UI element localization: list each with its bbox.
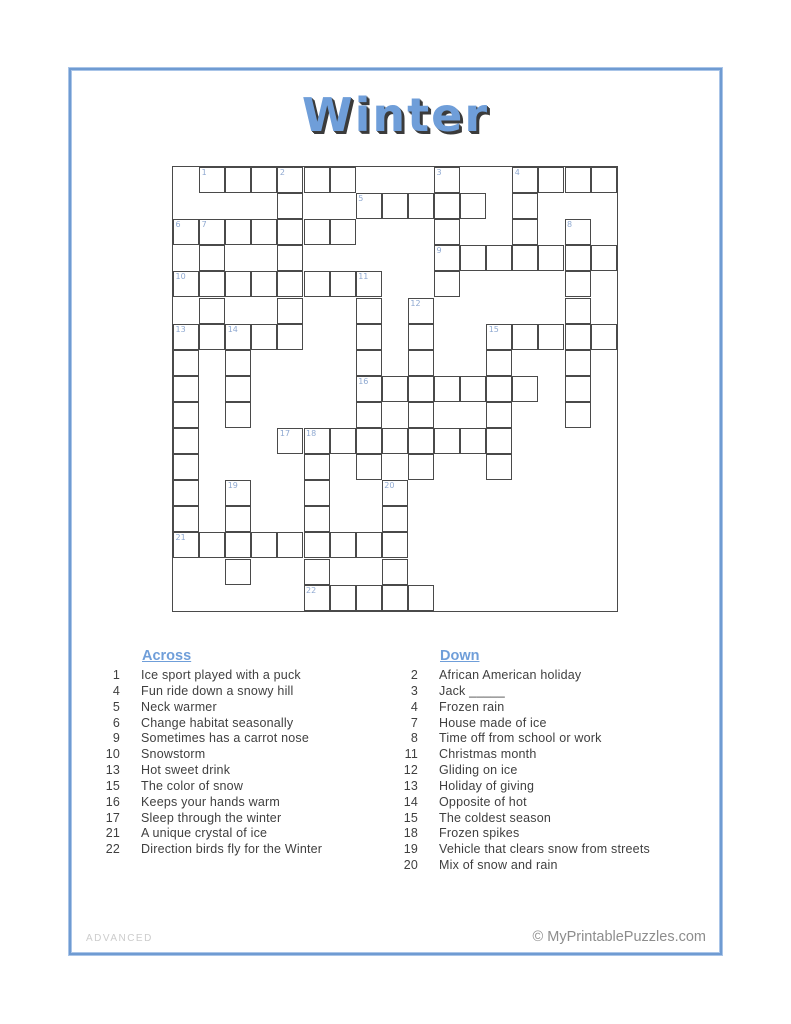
clue-text: Frozen spikes bbox=[439, 826, 520, 841]
clue-number: 11 bbox=[404, 747, 418, 762]
down-clues-section bbox=[390, 648, 706, 874]
clue-text: Frozen rain bbox=[439, 699, 505, 714]
clue-text: Change habitat seasonally bbox=[141, 715, 294, 730]
grid-cell[interactable] bbox=[251, 324, 277, 350]
grid-cell[interactable] bbox=[251, 219, 277, 245]
clue-item bbox=[390, 668, 706, 684]
grid-cell[interactable] bbox=[356, 454, 382, 480]
clue-text: Christmas month bbox=[439, 747, 537, 762]
grid-cell[interactable] bbox=[382, 376, 408, 402]
grid-cell[interactable] bbox=[512, 219, 538, 245]
grid-cell[interactable] bbox=[382, 480, 408, 506]
clue-item bbox=[390, 842, 706, 858]
grid-cell[interactable] bbox=[591, 324, 617, 350]
clue-text: Opposite of hot bbox=[439, 794, 527, 809]
grid-cell[interactable] bbox=[565, 167, 591, 193]
grid-cell[interactable] bbox=[277, 193, 303, 219]
grid-cell[interactable] bbox=[277, 324, 303, 350]
crossword-grid bbox=[172, 166, 618, 612]
grid-cell[interactable] bbox=[382, 193, 408, 219]
clue-item bbox=[92, 763, 388, 779]
grid-cell[interactable] bbox=[486, 350, 512, 376]
clue-item bbox=[92, 747, 388, 763]
grid-cell[interactable] bbox=[408, 428, 434, 454]
grid-cell[interactable] bbox=[408, 324, 434, 350]
down-clue-list bbox=[390, 668, 706, 874]
cell-number: 18 bbox=[306, 429, 317, 438]
clue-text: Sleep through the winter bbox=[141, 810, 282, 825]
grid-cell[interactable] bbox=[565, 219, 591, 245]
grid-cell[interactable] bbox=[173, 271, 199, 297]
grid-cell[interactable] bbox=[565, 376, 591, 402]
clue-item bbox=[92, 842, 388, 858]
grid-cell[interactable] bbox=[304, 559, 330, 585]
clue-number: 2 bbox=[410, 668, 418, 682]
clue-number: 22 bbox=[105, 842, 120, 857]
grid-cell[interactable] bbox=[460, 245, 486, 271]
clue-number: 15 bbox=[403, 810, 418, 825]
clue-text: Direction birds fly for the Winter bbox=[141, 842, 323, 857]
clue-text: Time off from school or work bbox=[439, 731, 602, 746]
grid-cell[interactable] bbox=[225, 376, 251, 402]
grid-cell[interactable] bbox=[173, 428, 199, 454]
grid-cell[interactable] bbox=[486, 376, 512, 402]
grid-cell[interactable] bbox=[356, 585, 382, 611]
clue-number: 16 bbox=[105, 794, 120, 809]
grid-cell[interactable] bbox=[460, 376, 486, 402]
grid-cell[interactable] bbox=[565, 324, 591, 350]
grid-cell[interactable] bbox=[225, 559, 251, 585]
clue-number: 17 bbox=[105, 810, 120, 825]
clue-number: 7 bbox=[410, 715, 418, 730]
grid-cell[interactable] bbox=[199, 245, 225, 271]
clue-text: Fun ride down a snowy hill bbox=[141, 683, 294, 698]
clue-number: 14 bbox=[403, 794, 418, 809]
clue-item bbox=[390, 763, 706, 779]
clue-item bbox=[92, 700, 388, 716]
grid-cell[interactable] bbox=[304, 271, 330, 297]
clue-text: African American holiday bbox=[439, 668, 582, 682]
grid-cell[interactable] bbox=[512, 376, 538, 402]
grid-cell[interactable] bbox=[330, 428, 356, 454]
grid-cell[interactable] bbox=[277, 428, 303, 454]
grid-cell[interactable] bbox=[538, 245, 564, 271]
grid-cell[interactable] bbox=[199, 298, 225, 324]
clue-item bbox=[92, 826, 388, 842]
grid-cell[interactable] bbox=[225, 402, 251, 428]
grid-cell[interactable] bbox=[565, 350, 591, 376]
grid-cell[interactable] bbox=[225, 167, 251, 193]
grid-cell[interactable] bbox=[591, 167, 617, 193]
clue-text: Vehicle that clears snow from streets bbox=[439, 842, 650, 857]
grid-cell[interactable] bbox=[277, 532, 303, 558]
grid-cell[interactable] bbox=[382, 585, 408, 611]
clue-number: 18 bbox=[403, 826, 418, 841]
clue-number: 3 bbox=[410, 683, 418, 698]
grid-cell[interactable] bbox=[512, 167, 538, 193]
cell-number: 8 bbox=[567, 220, 573, 230]
grid-cell[interactable] bbox=[225, 480, 251, 506]
grid-cell[interactable] bbox=[173, 480, 199, 506]
grid-cell[interactable] bbox=[330, 532, 356, 558]
grid-cell[interactable] bbox=[356, 350, 382, 376]
grid-cell[interactable] bbox=[565, 245, 591, 271]
clue-number: 4 bbox=[112, 683, 120, 698]
clue-number: 13 bbox=[403, 778, 418, 793]
clue-number: 8 bbox=[410, 731, 418, 746]
grid-cell[interactable] bbox=[382, 559, 408, 585]
copyright-text: © MyPrintablePuzzles.com bbox=[532, 929, 706, 945]
grid-cell[interactable] bbox=[304, 480, 330, 506]
grid-cell[interactable] bbox=[330, 167, 356, 193]
grid-cell[interactable] bbox=[356, 532, 382, 558]
clue-text: Neck warmer bbox=[141, 699, 217, 714]
clue-number: 20 bbox=[403, 858, 418, 873]
grid-cell[interactable] bbox=[512, 245, 538, 271]
clue-text: The coldest season bbox=[439, 810, 551, 825]
grid-cell[interactable] bbox=[277, 271, 303, 297]
clue-text: House made of ice bbox=[439, 715, 547, 730]
grid-cell[interactable] bbox=[330, 219, 356, 245]
clue-item bbox=[390, 858, 706, 874]
grid-cell[interactable] bbox=[434, 245, 460, 271]
grid-cell[interactable] bbox=[356, 271, 382, 297]
cell-number: 10 bbox=[175, 272, 186, 282]
cell-number: 17 bbox=[279, 429, 291, 438]
cell-number: 11 bbox=[358, 272, 369, 282]
cell-number: 20 bbox=[384, 481, 395, 491]
grid-cell[interactable] bbox=[225, 350, 251, 376]
grid-cell[interactable] bbox=[173, 532, 199, 558]
clue-item bbox=[92, 731, 388, 747]
grid-cell[interactable] bbox=[538, 167, 564, 193]
grid-cell[interactable] bbox=[330, 585, 356, 611]
clue-item bbox=[92, 779, 388, 795]
grid-cell[interactable] bbox=[408, 402, 434, 428]
clue-text: Sometimes has a carrot nose bbox=[141, 731, 309, 746]
cell-number: 16 bbox=[358, 376, 369, 386]
across-clues-section bbox=[92, 648, 388, 858]
grid-cell[interactable] bbox=[408, 585, 434, 611]
grid-cell[interactable] bbox=[434, 167, 460, 193]
clue-number: 4 bbox=[410, 699, 418, 714]
grid-cell[interactable] bbox=[356, 193, 382, 219]
grid-cell[interactable] bbox=[251, 532, 277, 558]
grid-cell[interactable] bbox=[512, 324, 538, 350]
grid-cell[interactable] bbox=[225, 219, 251, 245]
grid-cell[interactable] bbox=[382, 532, 408, 558]
grid-cell[interactable] bbox=[199, 324, 225, 350]
clue-item bbox=[92, 716, 388, 732]
clue-number: 21 bbox=[105, 826, 120, 841]
clue-item bbox=[390, 747, 706, 763]
grid-cell[interactable] bbox=[512, 193, 538, 219]
grid-cell[interactable] bbox=[408, 376, 434, 402]
cell-number: 7 bbox=[201, 220, 207, 230]
clue-item bbox=[390, 716, 706, 732]
grid-cell[interactable] bbox=[486, 454, 512, 480]
clue-item bbox=[390, 731, 706, 747]
grid-cell[interactable] bbox=[225, 271, 251, 297]
grid-cell[interactable] bbox=[225, 532, 251, 558]
cell-number: 15 bbox=[488, 324, 499, 334]
grid-cell[interactable] bbox=[199, 271, 225, 297]
clue-number: 10 bbox=[105, 747, 120, 762]
grid-cell[interactable] bbox=[356, 402, 382, 428]
clue-number: 9 bbox=[112, 731, 120, 746]
grid-cell[interactable] bbox=[173, 324, 199, 350]
grid-cell[interactable] bbox=[408, 193, 434, 219]
grid-cell[interactable] bbox=[486, 324, 512, 350]
cell-number: 22 bbox=[306, 585, 317, 595]
clue-number: 15 bbox=[105, 778, 120, 793]
grid-cell[interactable] bbox=[434, 271, 460, 297]
clue-item bbox=[390, 700, 706, 716]
clue-text: Jack _____ bbox=[439, 683, 505, 698]
clue-item bbox=[390, 779, 706, 795]
grid-cell[interactable] bbox=[304, 585, 330, 611]
grid-cell[interactable] bbox=[356, 376, 382, 402]
clue-item bbox=[92, 811, 388, 827]
grid-cell[interactable] bbox=[408, 454, 434, 480]
grid-cell[interactable] bbox=[304, 454, 330, 480]
grid-cell[interactable] bbox=[277, 219, 303, 245]
cell-number: 3 bbox=[436, 168, 442, 177]
grid-cell[interactable] bbox=[382, 506, 408, 532]
cell-number: 14 bbox=[227, 324, 238, 334]
grid-cell[interactable] bbox=[356, 428, 382, 454]
grid-cell[interactable] bbox=[173, 219, 199, 245]
clue-text: Keeps your hands warm bbox=[141, 794, 280, 809]
across-header: Across bbox=[142, 648, 192, 664]
grid-cell[interactable] bbox=[356, 324, 382, 350]
clue-text: A unique crystal of ice bbox=[141, 826, 268, 841]
grid-cell[interactable] bbox=[460, 428, 486, 454]
grid-cell[interactable] bbox=[434, 376, 460, 402]
cell-number: 9 bbox=[436, 246, 442, 256]
cell-number: 5 bbox=[358, 194, 364, 204]
clue-text: Ice sport played with a puck bbox=[141, 668, 301, 682]
grid-cell[interactable] bbox=[199, 167, 225, 193]
cell-number: 13 bbox=[175, 324, 186, 334]
grid-cell[interactable] bbox=[277, 167, 303, 193]
cell-number: 2 bbox=[279, 168, 285, 177]
grid-cell[interactable] bbox=[304, 167, 330, 193]
grid-cell[interactable] bbox=[408, 298, 434, 324]
grid-cell[interactable] bbox=[565, 271, 591, 297]
grid-cell[interactable] bbox=[304, 506, 330, 532]
grid-cell[interactable] bbox=[408, 350, 434, 376]
difficulty-label: ADVANCED bbox=[86, 933, 153, 944]
grid-cell[interactable] bbox=[382, 428, 408, 454]
grid-cell[interactable] bbox=[277, 298, 303, 324]
grid-cell[interactable] bbox=[173, 506, 199, 532]
clue-number: 19 bbox=[403, 842, 418, 857]
clue-number: 6 bbox=[112, 715, 120, 730]
clue-number: 5 bbox=[112, 699, 120, 714]
cell-number: 19 bbox=[227, 481, 238, 491]
clue-text: The color of snow bbox=[141, 778, 244, 793]
puzzle-title: Winter bbox=[301, 88, 490, 142]
grid-cell[interactable] bbox=[199, 219, 225, 245]
cell-number: 6 bbox=[175, 220, 181, 230]
grid-cell[interactable] bbox=[173, 402, 199, 428]
clue-item bbox=[92, 684, 388, 700]
grid-cell[interactable] bbox=[251, 167, 277, 193]
grid-cell[interactable] bbox=[538, 324, 564, 350]
clue-number: 12 bbox=[403, 763, 418, 778]
clue-number: 13 bbox=[105, 763, 120, 778]
clue-text: Gliding on ice bbox=[439, 763, 518, 778]
clue-text: Mix of snow and rain bbox=[439, 858, 558, 873]
cell-number: 21 bbox=[175, 533, 186, 543]
grid-cell[interactable] bbox=[199, 532, 225, 558]
grid-cell[interactable] bbox=[486, 428, 512, 454]
clue-text: Holiday of giving bbox=[439, 778, 535, 793]
grid-cell[interactable] bbox=[251, 271, 277, 297]
clue-text: Hot sweet drink bbox=[141, 763, 231, 778]
grid-cell[interactable] bbox=[591, 245, 617, 271]
grid-cell[interactable] bbox=[486, 245, 512, 271]
grid-cell[interactable] bbox=[434, 428, 460, 454]
cell-number: 1 bbox=[201, 168, 207, 177]
grid-cell[interactable] bbox=[173, 376, 199, 402]
down-header: Down bbox=[440, 648, 480, 664]
clue-item bbox=[390, 795, 706, 811]
clue-text: Snowstorm bbox=[141, 747, 206, 762]
grid-cell[interactable] bbox=[330, 271, 356, 297]
across-clue-list bbox=[92, 668, 388, 858]
grid-cell[interactable] bbox=[565, 298, 591, 324]
grid-cell[interactable] bbox=[434, 193, 460, 219]
grid-cell[interactable] bbox=[356, 298, 382, 324]
grid-cell[interactable] bbox=[304, 532, 330, 558]
grid-cell[interactable] bbox=[565, 402, 591, 428]
grid-cell[interactable] bbox=[173, 454, 199, 480]
clue-item bbox=[390, 684, 706, 700]
cell-number: 4 bbox=[514, 168, 520, 177]
grid-cell[interactable] bbox=[486, 402, 512, 428]
grid-cell[interactable] bbox=[225, 324, 251, 350]
clue-number: 1 bbox=[112, 668, 120, 682]
grid-cell[interactable] bbox=[173, 350, 199, 376]
clue-item bbox=[390, 811, 706, 827]
grid-cell[interactable] bbox=[277, 245, 303, 271]
grid-cell[interactable] bbox=[460, 193, 486, 219]
clue-item bbox=[92, 668, 388, 684]
grid-cell[interactable] bbox=[304, 428, 330, 454]
clue-item bbox=[92, 795, 388, 811]
clue-item bbox=[390, 826, 706, 842]
grid-cell[interactable] bbox=[225, 506, 251, 532]
grid-cell[interactable] bbox=[304, 219, 330, 245]
cell-number: 12 bbox=[410, 298, 421, 308]
grid-cell[interactable] bbox=[434, 219, 460, 245]
